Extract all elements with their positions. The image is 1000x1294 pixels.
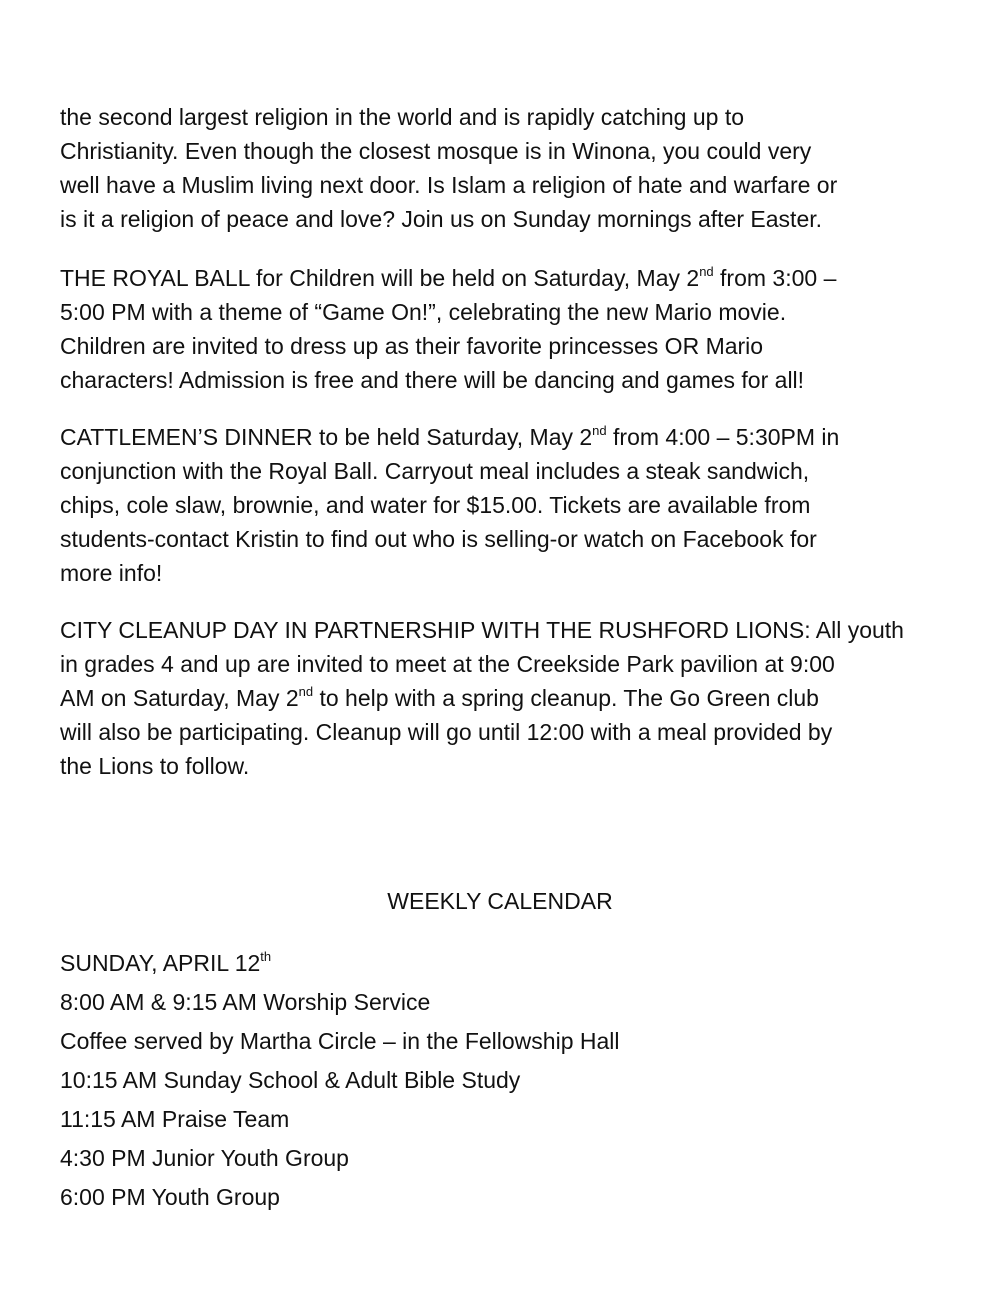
- text-line: students-contact Kristin to find out who is selling-or watch on Facebook for: [60, 526, 817, 552]
- text-line: more info!: [60, 560, 163, 586]
- text-segment: AM on Saturday, May 2: [60, 685, 299, 711]
- text-line: chips, cole slaw, brownie, and water for $15.00. Tickets are available from: [60, 492, 811, 518]
- text-segment: SUNDAY, APRIL 12: [60, 950, 261, 976]
- text-segment: to help with a spring cleanup. The Go Green club: [313, 685, 819, 711]
- text-segment: CATTLEMEN’S DINNER to be held Saturday, May 2: [60, 424, 593, 450]
- text-line: [60, 420, 940, 454]
- weekly-calendar-list: [60, 945, 940, 1218]
- text-line: Christianity. Even though the closest mosque is in Winona, you could very: [60, 138, 812, 164]
- calendar-item: 8:00 AM & 9:15 AM Worship Service: [60, 989, 431, 1015]
- text-line: the second largest religion in the world and is rapidly catching up to: [60, 104, 745, 130]
- text-segment: from 4:00 – 5:30PM in: [606, 424, 840, 450]
- text-line: conjunction with the Royal Ball. Carryout meal includes a steak sandwich,: [60, 458, 810, 484]
- text-line: will also be participating. Cleanup will go until 12:00 with a meal provided by: [60, 719, 833, 745]
- paragraph-city-cleanup: [60, 613, 940, 783]
- ordinal-suffix: nd: [298, 684, 314, 700]
- text-line: characters! Admission is free and there will be dancing and games for all!: [60, 367, 805, 393]
- paragraph-islam: [60, 100, 940, 236]
- text-line: [60, 681, 940, 715]
- ordinal-suffix: nd: [592, 423, 607, 439]
- text-line: CITY CLEANUP DAY IN PARTNERSHIP WITH THE RUSHFORD LIONS: All youth: [60, 617, 904, 643]
- text-line: well have a Muslim living next door. Is Islam a religion of hate and warfare or: [60, 172, 838, 198]
- calendar-day-heading: [60, 945, 940, 984]
- paragraph-cattlemen-dinner: [60, 420, 940, 590]
- calendar-item: 4:30 PM Junior Youth Group: [60, 1145, 349, 1171]
- text-line: 5:00 PM with a theme of “Game On!”, celebrating the new Mario movie.: [60, 299, 787, 325]
- text-line: is it a religion of peace and love? Join us on Sunday mornings after Easter.: [60, 206, 823, 232]
- calendar-item: 10:15 AM Sunday School & Adult Bible Study: [60, 1067, 521, 1093]
- text-segment: THE ROYAL BALL for Children will be held on Saturday, May 2: [60, 265, 700, 291]
- weekly-calendar-heading: WEEKLY CALENDAR: [387, 888, 613, 914]
- calendar-item: 11:15 AM Praise Team: [60, 1106, 290, 1132]
- paragraph-royal-ball: [60, 261, 940, 397]
- ordinal-suffix: th: [260, 949, 272, 965]
- text-line: Children are invited to dress up as their favorite princesses OR Mario: [60, 333, 764, 359]
- calendar-item: 6:00 PM Youth Group: [60, 1184, 280, 1210]
- text-line: [60, 261, 940, 295]
- text-line: in grades 4 and up are invited to meet at the Creekside Park pavilion at 9:00: [60, 651, 835, 677]
- ordinal-suffix: nd: [699, 264, 714, 280]
- text-segment: from 3:00 –: [713, 265, 837, 291]
- calendar-item: Coffee served by Martha Circle – in the Fellowship Hall: [60, 1028, 620, 1054]
- text-line: the Lions to follow.: [60, 753, 250, 779]
